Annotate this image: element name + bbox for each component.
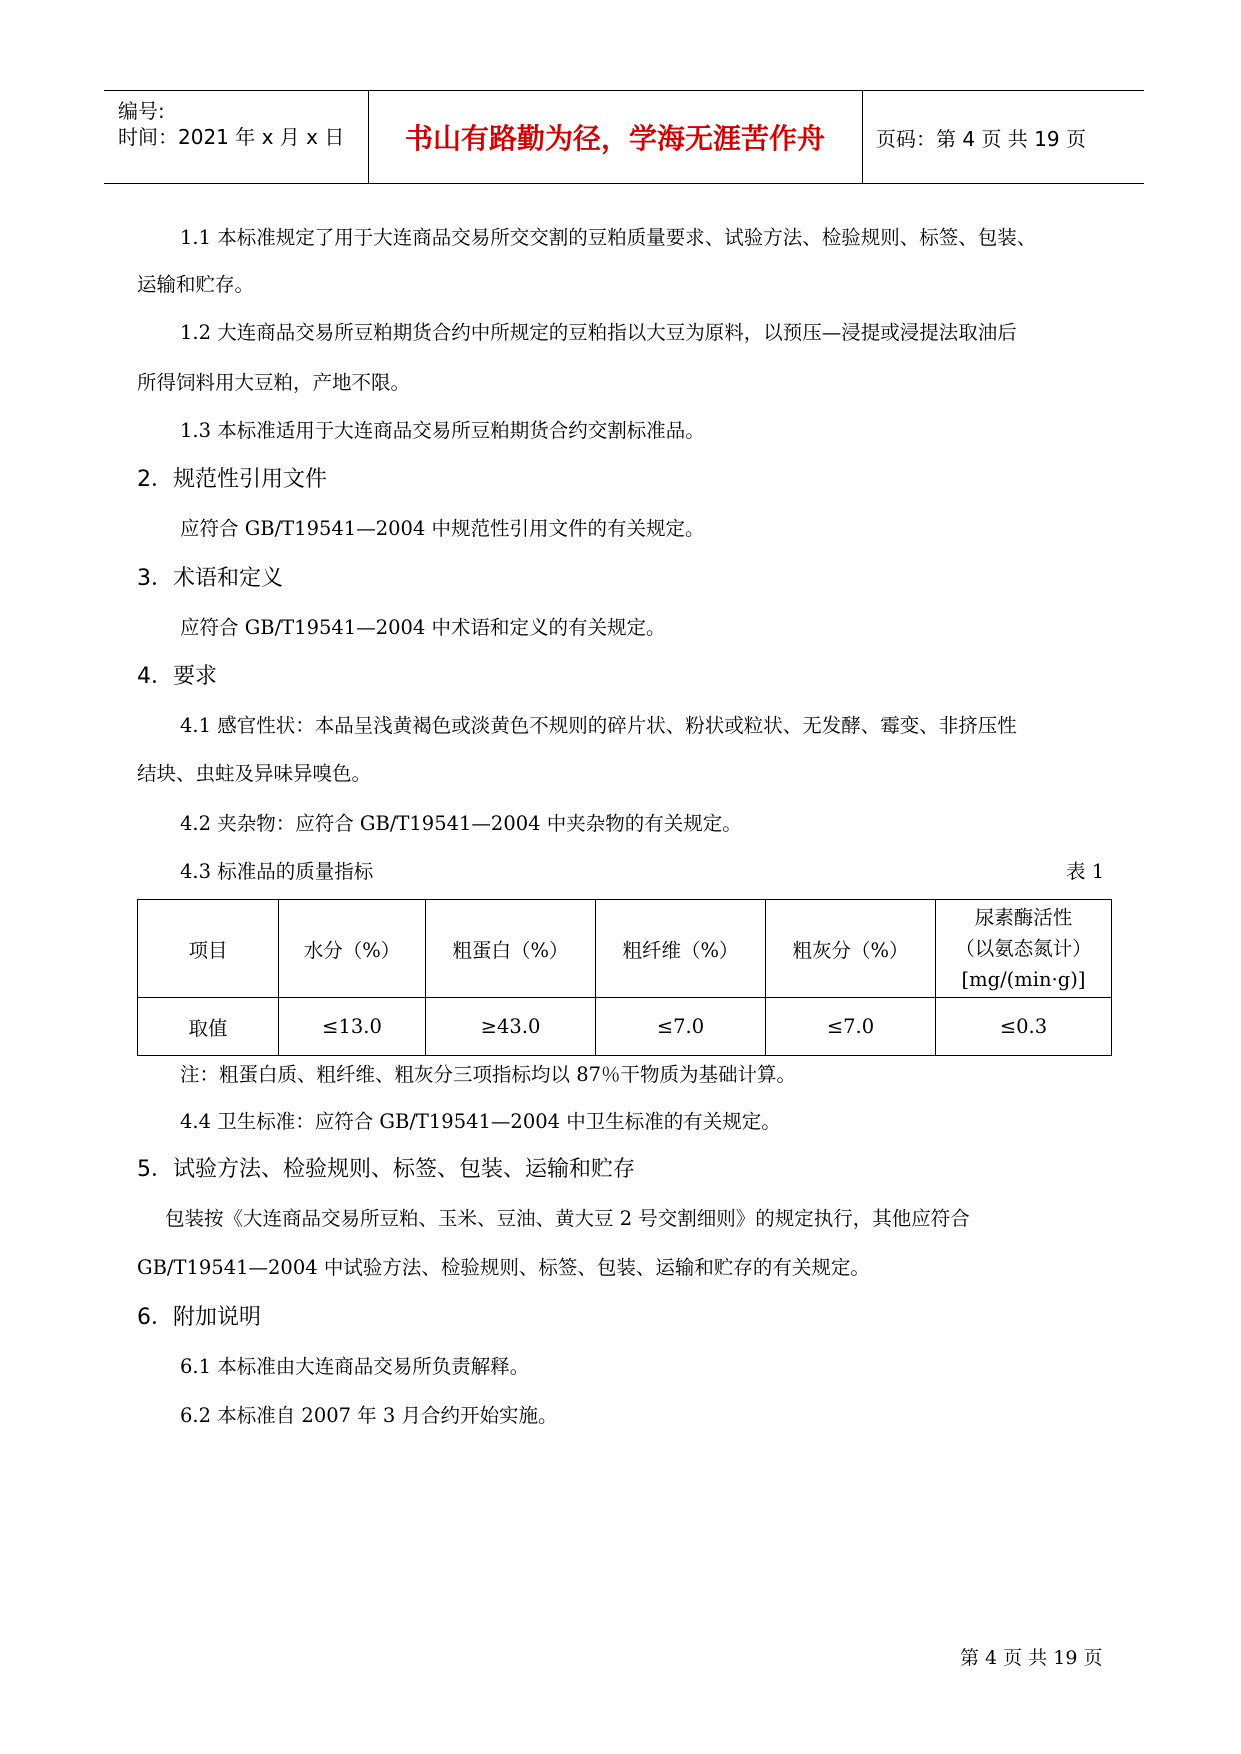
section-heading-3: 3．术语和定义 <box>137 566 283 591</box>
header-motto: 书山有路勤为径，学海无涯苦作舟 <box>368 91 863 183</box>
paragraph-3: 应符合 GB/T19541—2004 中术语和定义的有关规定。 <box>180 616 666 639</box>
paragraph-4-3: 4.3 标准品的质量指标 <box>180 860 374 883</box>
section-heading-5: 5．试验方法、检验规则、标签、包装、运输和贮存 <box>137 1157 635 1182</box>
table-header-cell: 项目 <box>138 900 279 998</box>
section-heading-4: 4．要求 <box>137 664 217 689</box>
urease-line-3: [mg/(min·g)] <box>961 968 1086 991</box>
paragraph-1-2-a: 1.2 大连商品交易所豆粕期货合约中所规定的豆粕指以大豆为原料，以预压—浸提或浸提法取油后 <box>180 321 1017 344</box>
paragraph-5-a: 包装按《大连商品交易所豆粕、玉米、豆油、黄大豆 2 号交割细则》的规定执行，其他应符合 <box>165 1207 970 1230</box>
number-label: 编号: <box>118 99 165 123</box>
document-header <box>104 90 1144 184</box>
table-header-row <box>138 900 1112 998</box>
table-cell: ≤7.0 <box>596 998 766 1056</box>
table-note: 注：粗蛋白质、粗纤维、粗灰分三项指标均以 87％干物质为基础计算。 <box>180 1063 797 1086</box>
table-cell: ≤13.0 <box>279 998 426 1056</box>
table-header-cell: 粗灰分（%） <box>766 900 936 998</box>
paragraph-1-1-b: 运输和贮存。 <box>137 273 255 296</box>
quality-index-table <box>137 899 1112 1056</box>
table-caption: 表 1 <box>1066 860 1105 883</box>
header-info-cell <box>104 91 369 183</box>
paragraph-1-2-b: 所得饲料用大豆粕，产地不限。 <box>137 371 411 394</box>
table-cell: ≥43.0 <box>426 998 596 1056</box>
page-footer: 第 4 页 共 19 页 <box>960 1647 1103 1669</box>
paragraph-4-1-a: 4.1 感官性状：本品呈浅黄褐色或淡黄色不规则的碎片状、粉状或粒状、无发酵、霉变、非挤压性 <box>180 714 1017 737</box>
paragraph-5-b: GB/T19541—2004 中试验方法、检验规则、标签、包装、运输和贮存的有关规定。 <box>137 1256 870 1279</box>
section-heading-2: 2．规范性引用文件 <box>137 467 327 492</box>
table-header-cell-urease <box>936 900 1112 998</box>
paragraph-6-2: 6.2 本标准自 2007 年 3 月合约开始实施。 <box>180 1404 558 1427</box>
table-header-cell: 粗蛋白（%） <box>426 900 596 998</box>
time-label: 时间：2021 年 x 月 x 日 <box>118 125 345 149</box>
section-heading-6: 6．附加说明 <box>137 1305 261 1330</box>
urease-line-2: （以氨态氮计） <box>955 937 1092 960</box>
table-cell: 取值 <box>138 998 279 1056</box>
paragraph-1-3: 1.3 本标准适用于大连商品交易所豆粕期货合约交割标准品。 <box>180 419 705 442</box>
table-cell: ≤7.0 <box>766 998 936 1056</box>
table-header-cell: 水分（%） <box>279 900 426 998</box>
paragraph-1-1-a: 1.1 本标准规定了用于大连商品交易所交交割的豆粕质量要求、试验方法、检验规则、标签、包装、 <box>180 226 1037 249</box>
paragraph-2: 应符合 GB/T19541—2004 中规范性引用文件的有关规定。 <box>180 517 705 540</box>
table-cell: ≤0.3 <box>936 998 1112 1056</box>
paragraph-4-4: 4.4 卫生标准：应符合 GB/T19541—2004 中卫生标准的有关规定。 <box>180 1110 781 1133</box>
paragraph-4-1-b: 结块、虫蛀及异味异嗅色。 <box>137 762 372 785</box>
table-row <box>138 998 1112 1056</box>
header-page-label: 页码：第 4 页 共 19 页 <box>876 126 1086 151</box>
paragraph-6-1: 6.1 本标准由大连商品交易所负责解释。 <box>180 1355 530 1378</box>
paragraph-4-2: 4.2 夹杂物：应符合 GB/T19541—2004 中夹杂物的有关规定。 <box>180 812 742 835</box>
table-header-cell: 粗纤维（%） <box>596 900 766 998</box>
urease-line-1: 尿素酶活性 <box>974 906 1073 929</box>
